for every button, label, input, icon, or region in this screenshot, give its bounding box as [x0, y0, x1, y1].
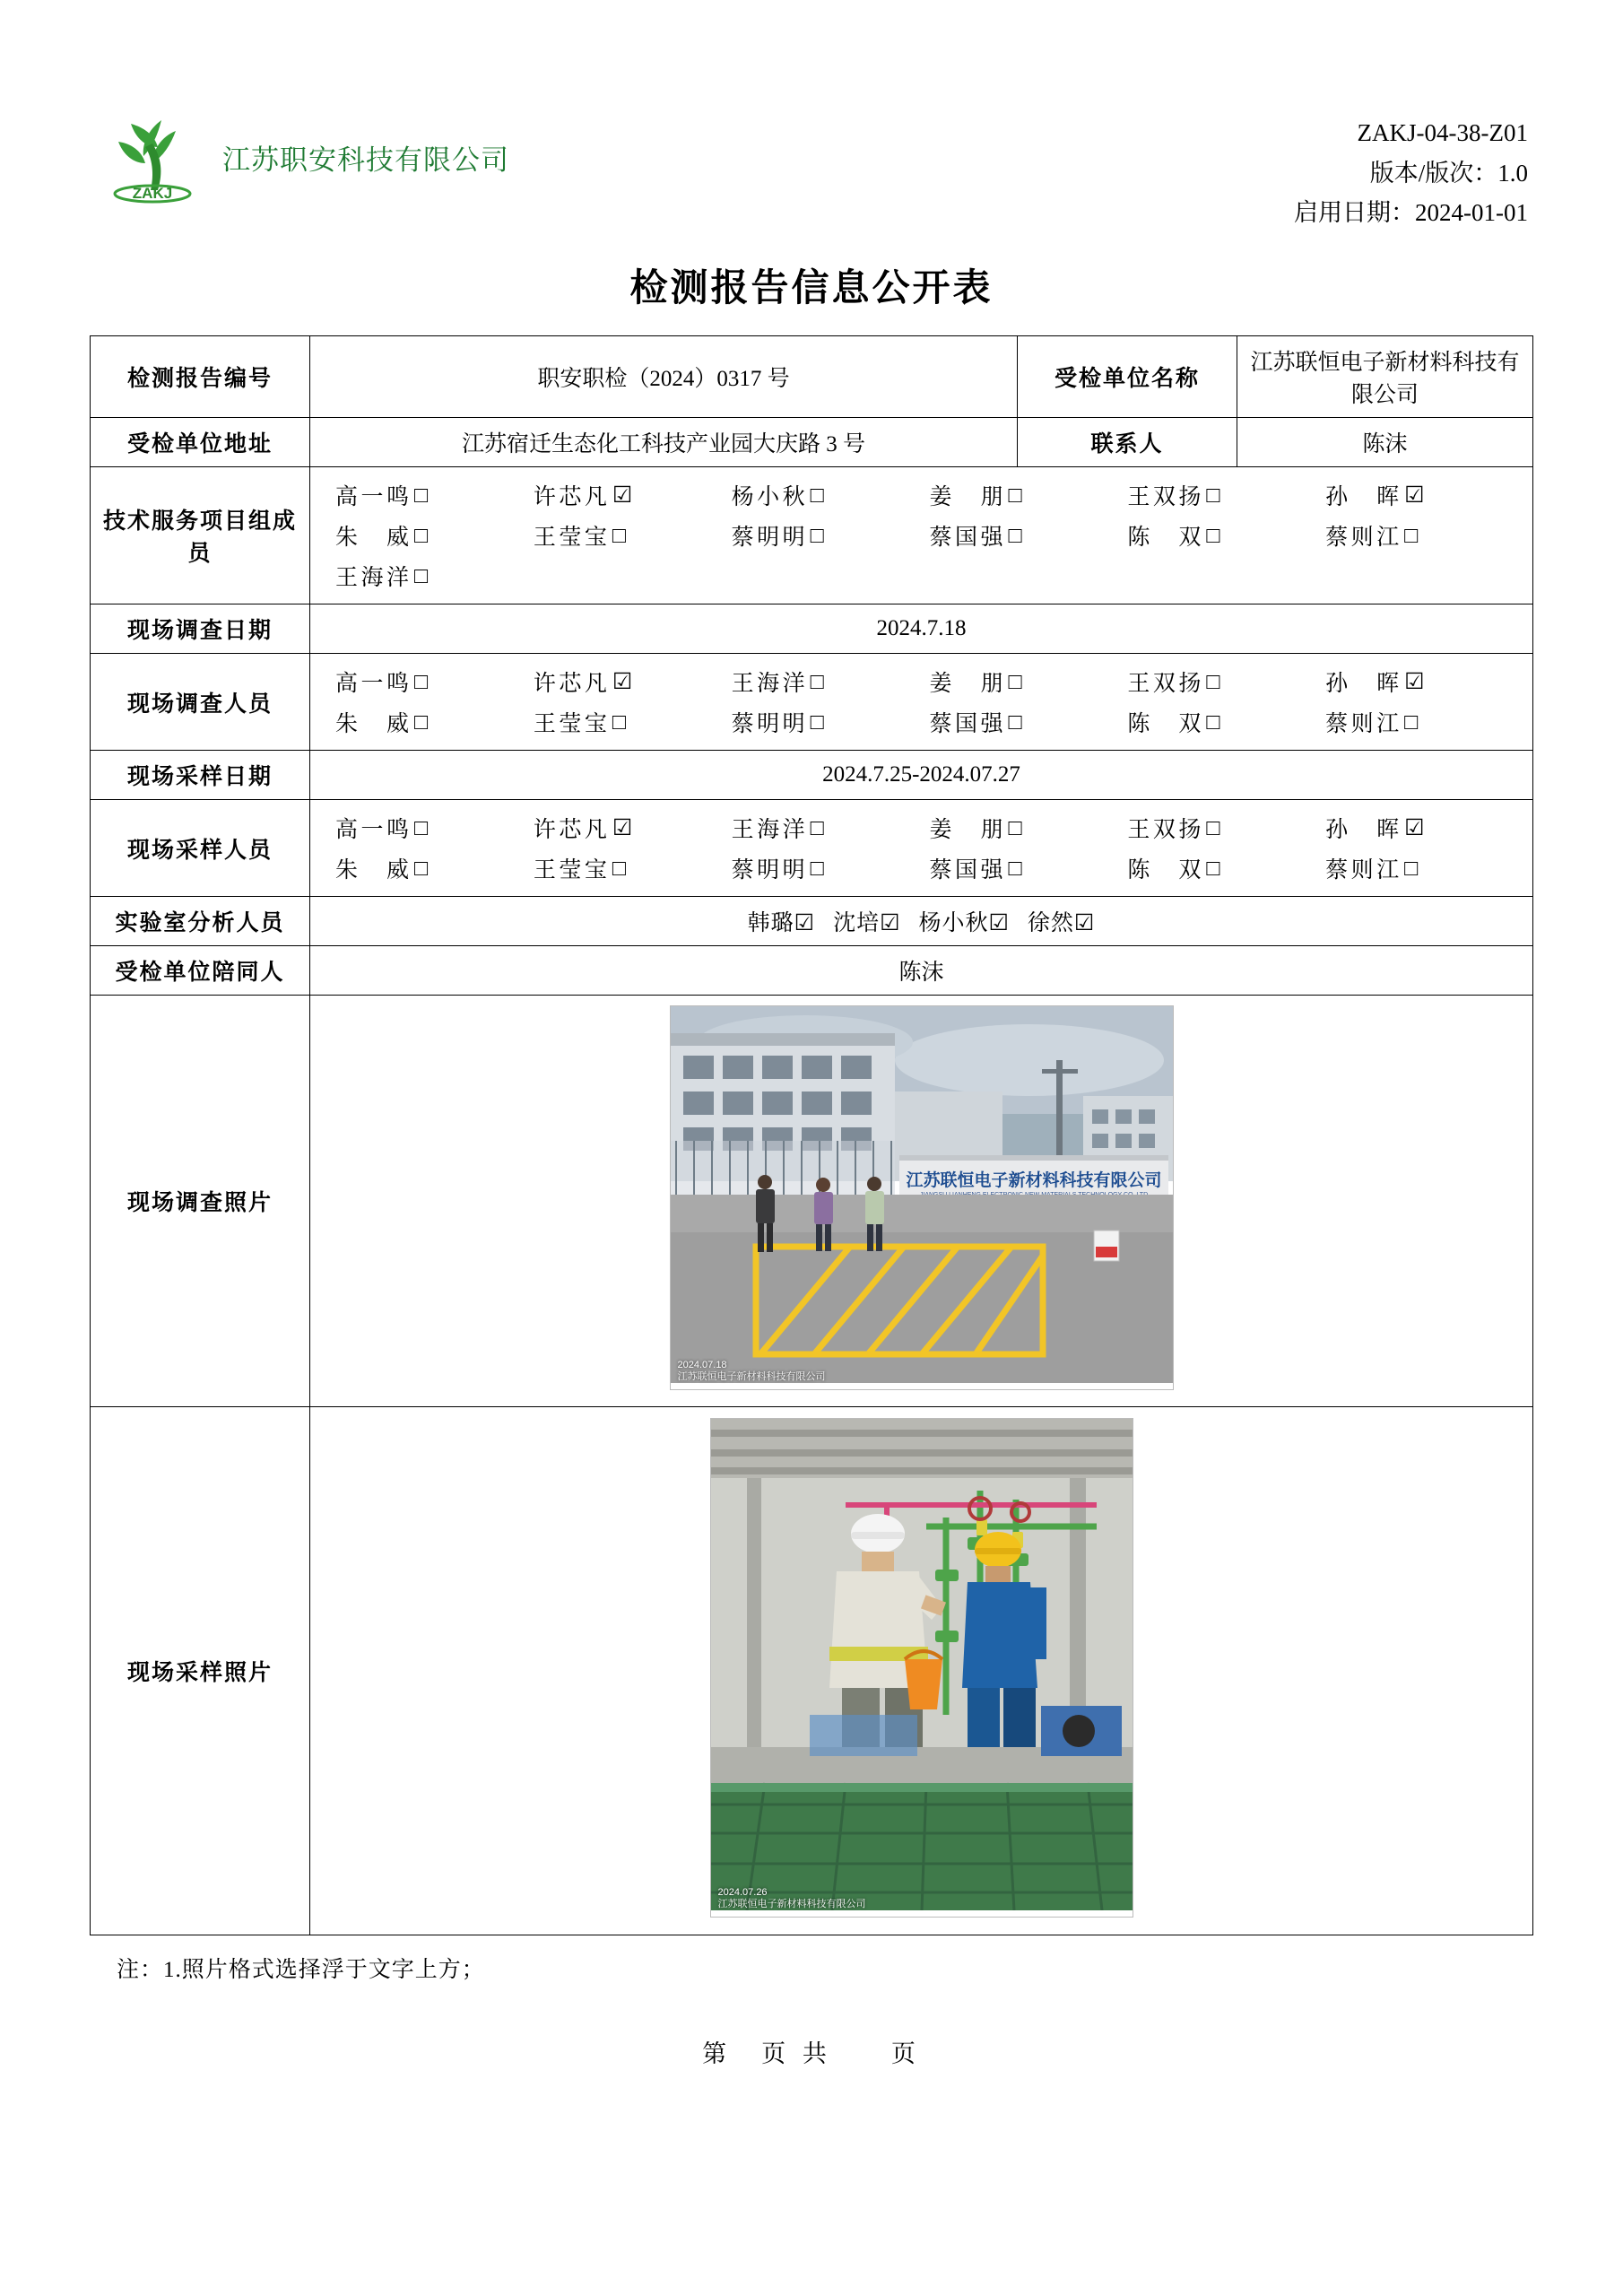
doc-code: ZAKJ-04-38-Z01 — [1357, 119, 1528, 146]
person-checkbox-item[interactable] — [335, 560, 530, 592]
sampling-people-label: 现场采样人员 — [91, 800, 310, 897]
person-checkbox-item[interactable]: 徐然☑ — [1027, 911, 1096, 935]
person-checkbox-item[interactable] — [929, 706, 1124, 738]
person-name: 蔡明明 — [731, 858, 805, 883]
survey-people-label: 现场调查人员 — [91, 654, 310, 751]
sampling-photo-stamp-text: 江苏联恒电子新材料科技有限公司 — [717, 1899, 866, 1910]
person-checkbox-item[interactable] — [732, 706, 926, 738]
checkbox-icon[interactable]: □ — [1008, 483, 1022, 508]
person-name: 朱 威 — [335, 526, 409, 550]
checkbox-icon[interactable]: □ — [810, 856, 824, 881]
checkbox-icon[interactable]: □ — [1206, 709, 1220, 735]
lab-label: 实验室分析人员 — [91, 897, 310, 946]
person-name: 王海洋 — [731, 818, 805, 842]
person-checkbox-item[interactable] — [1325, 665, 1520, 698]
checkbox-icon[interactable]: □ — [414, 523, 429, 548]
checkbox-icon[interactable]: □ — [1404, 709, 1419, 735]
client-name-value: 江苏联恒电子新材料科技有限公司 — [1237, 336, 1533, 418]
report-info-table — [90, 335, 1533, 1935]
person-checkbox-item[interactable] — [1325, 812, 1520, 844]
person-name: 姜 朋 — [929, 818, 1003, 842]
table-row-sampling-date — [91, 751, 1533, 800]
person-checkbox-item[interactable] — [534, 665, 728, 698]
table-row-team — [91, 467, 1533, 604]
person-name: 高一鸣 — [335, 672, 409, 696]
person-checkbox-item[interactable]: 沈培☑ — [833, 911, 901, 935]
lab-people-list — [310, 897, 1533, 946]
document-meta — [1294, 108, 1533, 233]
person-checkbox-item[interactable] — [732, 479, 926, 511]
survey-people-cell — [310, 654, 1533, 751]
person-name: 蔡国强 — [929, 712, 1003, 736]
person-checkbox-item[interactable] — [732, 812, 926, 844]
person-name: 王双扬 — [1127, 485, 1202, 509]
report-no-value: 职安职检（2024）0317 号 — [310, 336, 1018, 418]
person-checkbox-item[interactable] — [335, 479, 530, 511]
client-addr-label: 受检单位地址 — [91, 418, 310, 467]
checkbox-icon[interactable]: □ — [810, 669, 824, 694]
person-name: 蔡则江 — [1325, 858, 1400, 883]
person-name: 王双扬 — [1127, 672, 1202, 696]
checkbox-icon[interactable]: □ — [414, 856, 429, 881]
person-name: 蔡国强 — [929, 526, 1003, 550]
person-name: 朱 威 — [335, 858, 409, 883]
person-name: 杨小秋 — [731, 485, 805, 509]
person-checkbox-item[interactable] — [929, 519, 1124, 552]
survey-photo-stamp-date: 2024.07.18 — [677, 1359, 727, 1370]
person-checkbox-item[interactable] — [534, 706, 728, 738]
checkbox-icon[interactable]: ☑ — [1404, 483, 1425, 508]
person-checkbox-item[interactable] — [1127, 812, 1322, 844]
checkbox-icon[interactable]: □ — [810, 709, 824, 735]
checkbox-icon[interactable]: □ — [414, 563, 429, 588]
person-name: 陈 双 — [1127, 712, 1202, 736]
person-checkbox-item[interactable] — [1127, 852, 1322, 884]
person-name: 蔡明明 — [731, 526, 805, 550]
person-name: 王双扬 — [1127, 818, 1202, 842]
person-name: 姜 朋 — [929, 485, 1003, 509]
person-checkbox-item[interactable] — [1127, 706, 1322, 738]
person-checkbox-item[interactable] — [929, 852, 1124, 884]
table-row-sampling-photo — [91, 1407, 1533, 1935]
person-checkbox-item[interactable] — [1127, 519, 1322, 552]
doc-version: 版本/版次：1.0 — [1369, 159, 1528, 187]
client-addr-value: 江苏宿迁生态化工科技产业园大庆路 3 号 — [310, 418, 1018, 467]
checkbox-icon[interactable]: ☑ — [612, 483, 633, 508]
person-name: 姜 朋 — [929, 672, 1003, 696]
person-checkbox-item[interactable] — [1325, 479, 1520, 511]
table-row-lab-people — [91, 897, 1533, 946]
person-name: 许芯凡 — [533, 672, 607, 696]
contact-value: 陈沫 — [1237, 418, 1533, 467]
person-checkbox-item[interactable] — [534, 479, 728, 511]
company-brand — [90, 108, 509, 206]
table-row-survey-date — [91, 604, 1533, 654]
checkbox-icon[interactable]: ☑ — [1404, 669, 1425, 694]
person-checkbox-item[interactable] — [335, 852, 530, 884]
checkbox-icon[interactable]: ☑ — [612, 815, 633, 840]
checkbox-icon[interactable]: □ — [1404, 856, 1419, 881]
person-name: 许芯凡 — [533, 485, 607, 509]
person-checkbox-item[interactable] — [335, 706, 530, 738]
person-checkbox-item[interactable] — [732, 852, 926, 884]
checkbox-icon[interactable]: □ — [1206, 856, 1220, 881]
person-name: 朱 威 — [335, 712, 409, 736]
table-row-survey-photo — [91, 996, 1533, 1407]
person-checkbox-item[interactable] — [1325, 519, 1520, 552]
survey-date-value: 2024.7.18 — [310, 604, 1533, 654]
person-name: 王莹宝 — [533, 712, 607, 736]
sampling-date-value: 2024.7.25-2024.07.27 — [310, 751, 1533, 800]
person-name: 蔡明明 — [731, 712, 805, 736]
survey-photo-label: 现场调查照片 — [91, 996, 310, 1407]
person-name: 王莹宝 — [533, 858, 607, 883]
survey-photo-stamp-text: 江苏联恒电子新材料科技有限公司 — [677, 1371, 826, 1383]
person-checkbox-item[interactable] — [929, 812, 1124, 844]
sampling-photo-stamp — [718, 1887, 866, 1912]
sampling-photo — [710, 1418, 1133, 1918]
doc-effective-date: 启用日期：2024-01-01 — [1294, 199, 1528, 227]
sampling-photo-cell — [310, 1407, 1533, 1935]
person-checkbox-item[interactable]: 杨小秋☑ — [918, 911, 1010, 935]
survey-photo-stamp — [678, 1360, 826, 1385]
table-row-survey-people — [91, 654, 1533, 751]
table-row-client-address — [91, 418, 1533, 467]
person-checkbox-item[interactable] — [335, 519, 530, 552]
person-name: 王海洋 — [335, 566, 409, 590]
page-title: 检测报告信息公开表 — [629, 268, 994, 309]
page-number: 第 页 共 页 — [702, 2040, 921, 2067]
person-checkbox-item[interactable] — [534, 812, 728, 844]
person-name: 孙 晖 — [1325, 818, 1400, 842]
person-name: 王莹宝 — [533, 526, 607, 550]
company-logo-icon — [99, 108, 206, 206]
checkbox-icon[interactable]: □ — [612, 856, 626, 881]
person-checkbox-item[interactable] — [1325, 852, 1520, 884]
contact-label: 联系人 — [1018, 418, 1237, 467]
sampling-date-label: 现场采样日期 — [91, 751, 310, 800]
checkbox-icon[interactable]: ☑ — [1404, 815, 1425, 840]
person-checkbox-item[interactable] — [929, 665, 1124, 698]
checkbox-icon[interactable]: □ — [1008, 669, 1022, 694]
sampling-photo-stamp-date: 2024.07.26 — [717, 1886, 768, 1898]
person-name: 许芯凡 — [533, 818, 607, 842]
person-checkbox-item[interactable] — [534, 852, 728, 884]
survey-photo-cell — [310, 996, 1533, 1407]
company-name: 江苏职安科技有限公司 — [222, 144, 509, 176]
report-no-label: 检测报告编号 — [91, 336, 310, 418]
checkbox-icon[interactable]: □ — [810, 483, 824, 508]
person-name: 孙 晖 — [1325, 672, 1400, 696]
team-members-list — [319, 475, 1523, 596]
person-checkbox-item[interactable] — [335, 665, 530, 698]
person-checkbox-item[interactable] — [335, 812, 530, 844]
checkbox-icon[interactable]: □ — [1008, 523, 1022, 548]
person-checkbox-item[interactable] — [1127, 479, 1322, 511]
person-name: 蔡则江 — [1325, 712, 1400, 736]
checkbox-icon[interactable]: □ — [810, 815, 824, 840]
checkbox-icon[interactable]: □ — [1206, 483, 1220, 508]
escort-label: 受检单位陪同人 — [91, 946, 310, 996]
person-checkbox-item[interactable] — [732, 665, 926, 698]
person-name: 蔡国强 — [929, 858, 1003, 883]
client-name-label: 受检单位名称 — [1018, 336, 1237, 418]
checkbox-icon[interactable]: □ — [1008, 856, 1022, 881]
logo-text: ZAKJ — [132, 185, 173, 202]
survey-photo — [670, 1005, 1174, 1390]
person-checkbox-item[interactable] — [929, 479, 1124, 511]
sampling-people-cell — [310, 800, 1533, 897]
checkbox-icon[interactable]: □ — [1206, 815, 1220, 840]
checkbox-icon[interactable]: □ — [810, 523, 824, 548]
checkbox-icon[interactable]: □ — [612, 709, 626, 735]
checkbox-icon[interactable]: □ — [414, 709, 429, 735]
checkbox-icon[interactable]: □ — [414, 669, 429, 694]
sampling-people-list — [319, 808, 1523, 888]
table-row-escort — [91, 946, 1533, 996]
person-checkbox-item[interactable] — [732, 519, 926, 552]
checkbox-icon[interactable]: □ — [414, 815, 429, 840]
person-name: 蔡则江 — [1325, 526, 1400, 550]
checkbox-icon[interactable]: □ — [1008, 709, 1022, 735]
person-name: 孙 晖 — [1325, 485, 1400, 509]
checkbox-icon[interactable]: ☑ — [612, 669, 633, 694]
checkbox-icon[interactable]: □ — [414, 483, 429, 508]
table-row-report-no — [91, 336, 1533, 418]
person-checkbox-item[interactable] — [1325, 706, 1520, 738]
checkbox-icon[interactable]: □ — [1206, 523, 1220, 548]
person-name: 陈 双 — [1127, 858, 1202, 883]
document-header — [90, 108, 1533, 227]
person-checkbox-item[interactable]: 韩璐☑ — [747, 911, 816, 935]
person-checkbox-item[interactable] — [534, 519, 728, 552]
person-name: 高一鸣 — [335, 485, 409, 509]
checkbox-icon[interactable]: □ — [1206, 669, 1220, 694]
sampling-photo-label: 现场采样照片 — [91, 1407, 310, 1935]
survey-date-label: 现场调查日期 — [91, 604, 310, 654]
person-name: 陈 双 — [1127, 526, 1202, 550]
footer-note: 注：1.照片格式选择浮于文字上方； — [117, 1958, 485, 1982]
escort-value: 陈沫 — [310, 946, 1533, 996]
person-name: 王海洋 — [731, 672, 805, 696]
checkbox-icon[interactable]: □ — [1404, 523, 1419, 548]
person-name: 高一鸣 — [335, 818, 409, 842]
table-row-sampling-people — [91, 800, 1533, 897]
wall-company-text: 江苏联恒电子新材料科技有限公司 — [905, 1171, 1162, 1190]
checkbox-icon[interactable]: □ — [612, 523, 626, 548]
checkbox-icon[interactable]: □ — [1008, 815, 1022, 840]
team-members-cell — [310, 467, 1533, 604]
person-checkbox-item[interactable] — [1127, 665, 1322, 698]
team-label: 技术服务项目组成员 — [91, 467, 310, 604]
survey-people-list — [319, 662, 1523, 742]
